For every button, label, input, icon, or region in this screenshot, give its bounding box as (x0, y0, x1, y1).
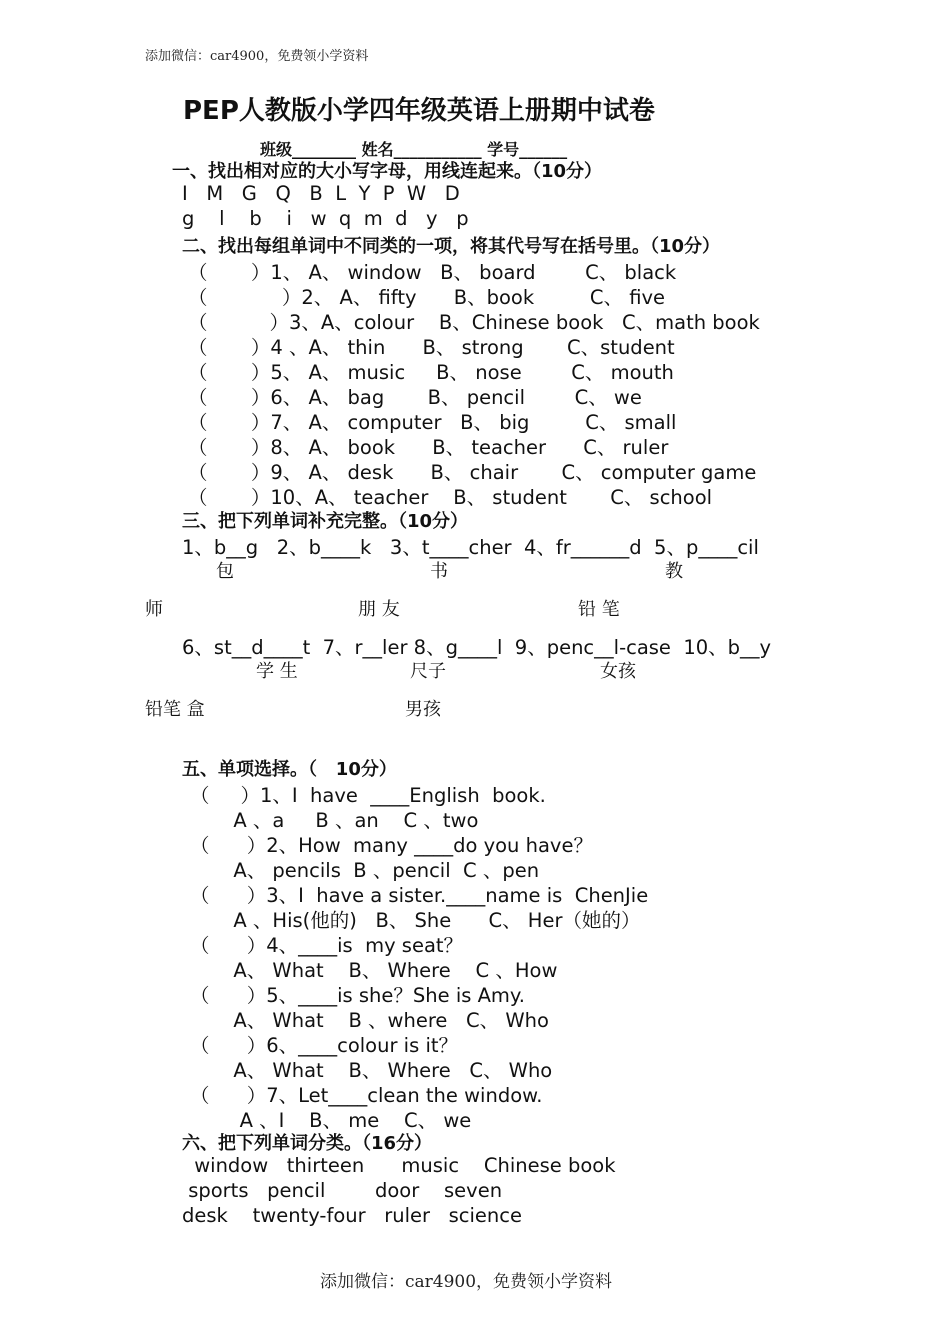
section3-row1: 1、b__g 2、b____k 3、t____cher 4、fr______d 5、p____cil (182, 536, 759, 559)
section2-item: （ ）8、 A、 book B、 teacher C、 ruler (188, 436, 669, 459)
section2-item: （ ）7、 A、 computer B、 big C、 small (188, 411, 677, 434)
section2-item: （ ）10、A、 teacher B、 student C、 school (188, 486, 713, 509)
section3-row2: 6、st__d____t 7、r__ler 8、g____l 9、penc__l-case 10、b__y (182, 636, 772, 659)
section5-line: （ ）1、I have ____English book. (190, 784, 546, 807)
section3-hint: 尺子 (410, 661, 446, 682)
section5-line: （ ）6、____colour is it？ (190, 1034, 459, 1057)
section5-line: （ ）7、Let____clean the window. (190, 1084, 543, 1107)
section5-line: A 、His(他的) B、 She C、 Her（她的） (190, 909, 641, 932)
section6-heading: 六、把下列单词分类。（16分） (182, 1133, 433, 1154)
section6-words: window thirteen music Chinese book (188, 1154, 616, 1177)
section5-line: （ ）3、I have a sister.____name is ChenJie (190, 884, 649, 907)
section2-item: （ ）4 、A、 thin B、 strong C、student (188, 336, 675, 359)
section2-item: （ ）1、 A、 window B、 board C、 black (188, 261, 677, 284)
section5-line: （ ）2、How many ____do you have？ (190, 834, 593, 857)
section3-hint: 朋 友 (358, 599, 400, 620)
student-info-line: 班级________ 姓名___________ 学号______ (260, 140, 568, 159)
section3-hint: 包 (216, 561, 234, 582)
section5-line: A、 pencils B 、pencil C 、pen (190, 859, 540, 882)
section2-heading: 二、找出每组单词中不同类的一项，将其代号写在括号里。（10分） (182, 236, 721, 257)
watermark-top: 添加微信：car4900，免费领小学资料 (145, 49, 369, 64)
section2-item: （ ）2、 A、 fifty B、book C、 five (188, 286, 666, 309)
section1-uppercase: I M G Q B L Y P W D (182, 182, 460, 205)
section3-hint: 教 (665, 561, 683, 582)
section3-hint: 师 (145, 599, 163, 620)
section2-item: （ ）5、 A、 music B、 nose C、 mouth (188, 361, 674, 384)
section5-line: A、 What B 、where C、 Who (190, 1009, 549, 1032)
section3-hint: 书 (430, 561, 448, 582)
page-title: PEP人教版小学四年级英语上册期中试卷 (183, 96, 655, 126)
section6-words: desk twenty-four ruler science (182, 1204, 522, 1227)
section6-words: sports pencil door seven (182, 1179, 503, 1202)
section5-line: A 、I B、 me C、 we (190, 1109, 472, 1132)
section5-line: A、 What B、 Where C、 Who (190, 1059, 553, 1082)
section3-hint: 学 生 (256, 661, 298, 682)
watermark-bottom: 添加微信：car4900，免费领小学资料 (320, 1272, 613, 1292)
section5-line: A、 What B、 Where C 、How (190, 959, 558, 982)
section5-line: （ ）5、____is she？She is Amy. (190, 984, 525, 1007)
section3-hint: 铅 笔 (578, 599, 620, 620)
section1-heading: 一、找出相对应的大小写字母，用线连起来。（10分） (172, 161, 603, 182)
section3-hint: 女孩 (600, 661, 636, 682)
section2-item: （ ）6、 A、 bag B、 pencil C、 we (188, 386, 642, 409)
section3-hint: 男孩 (405, 699, 441, 720)
section2-item: （ ）3、A、colour B、Chinese book C、math book (188, 311, 760, 334)
section3-hint: 铅笔 盒 (145, 699, 205, 720)
section5-line: （ ）4、____is my seat？ (190, 934, 464, 957)
section3-heading: 三、把下列单词补充完整。（10分） (182, 511, 469, 532)
section1-lowercase: g l b i w q m d y p (182, 207, 469, 230)
section5-line: A 、a B 、an C 、two (190, 809, 479, 832)
section5-heading: 五、单项选择。（ 10分） (182, 759, 397, 780)
section2-item: （ ）9、 A、 desk B、 chair C、 computer game (188, 461, 757, 484)
